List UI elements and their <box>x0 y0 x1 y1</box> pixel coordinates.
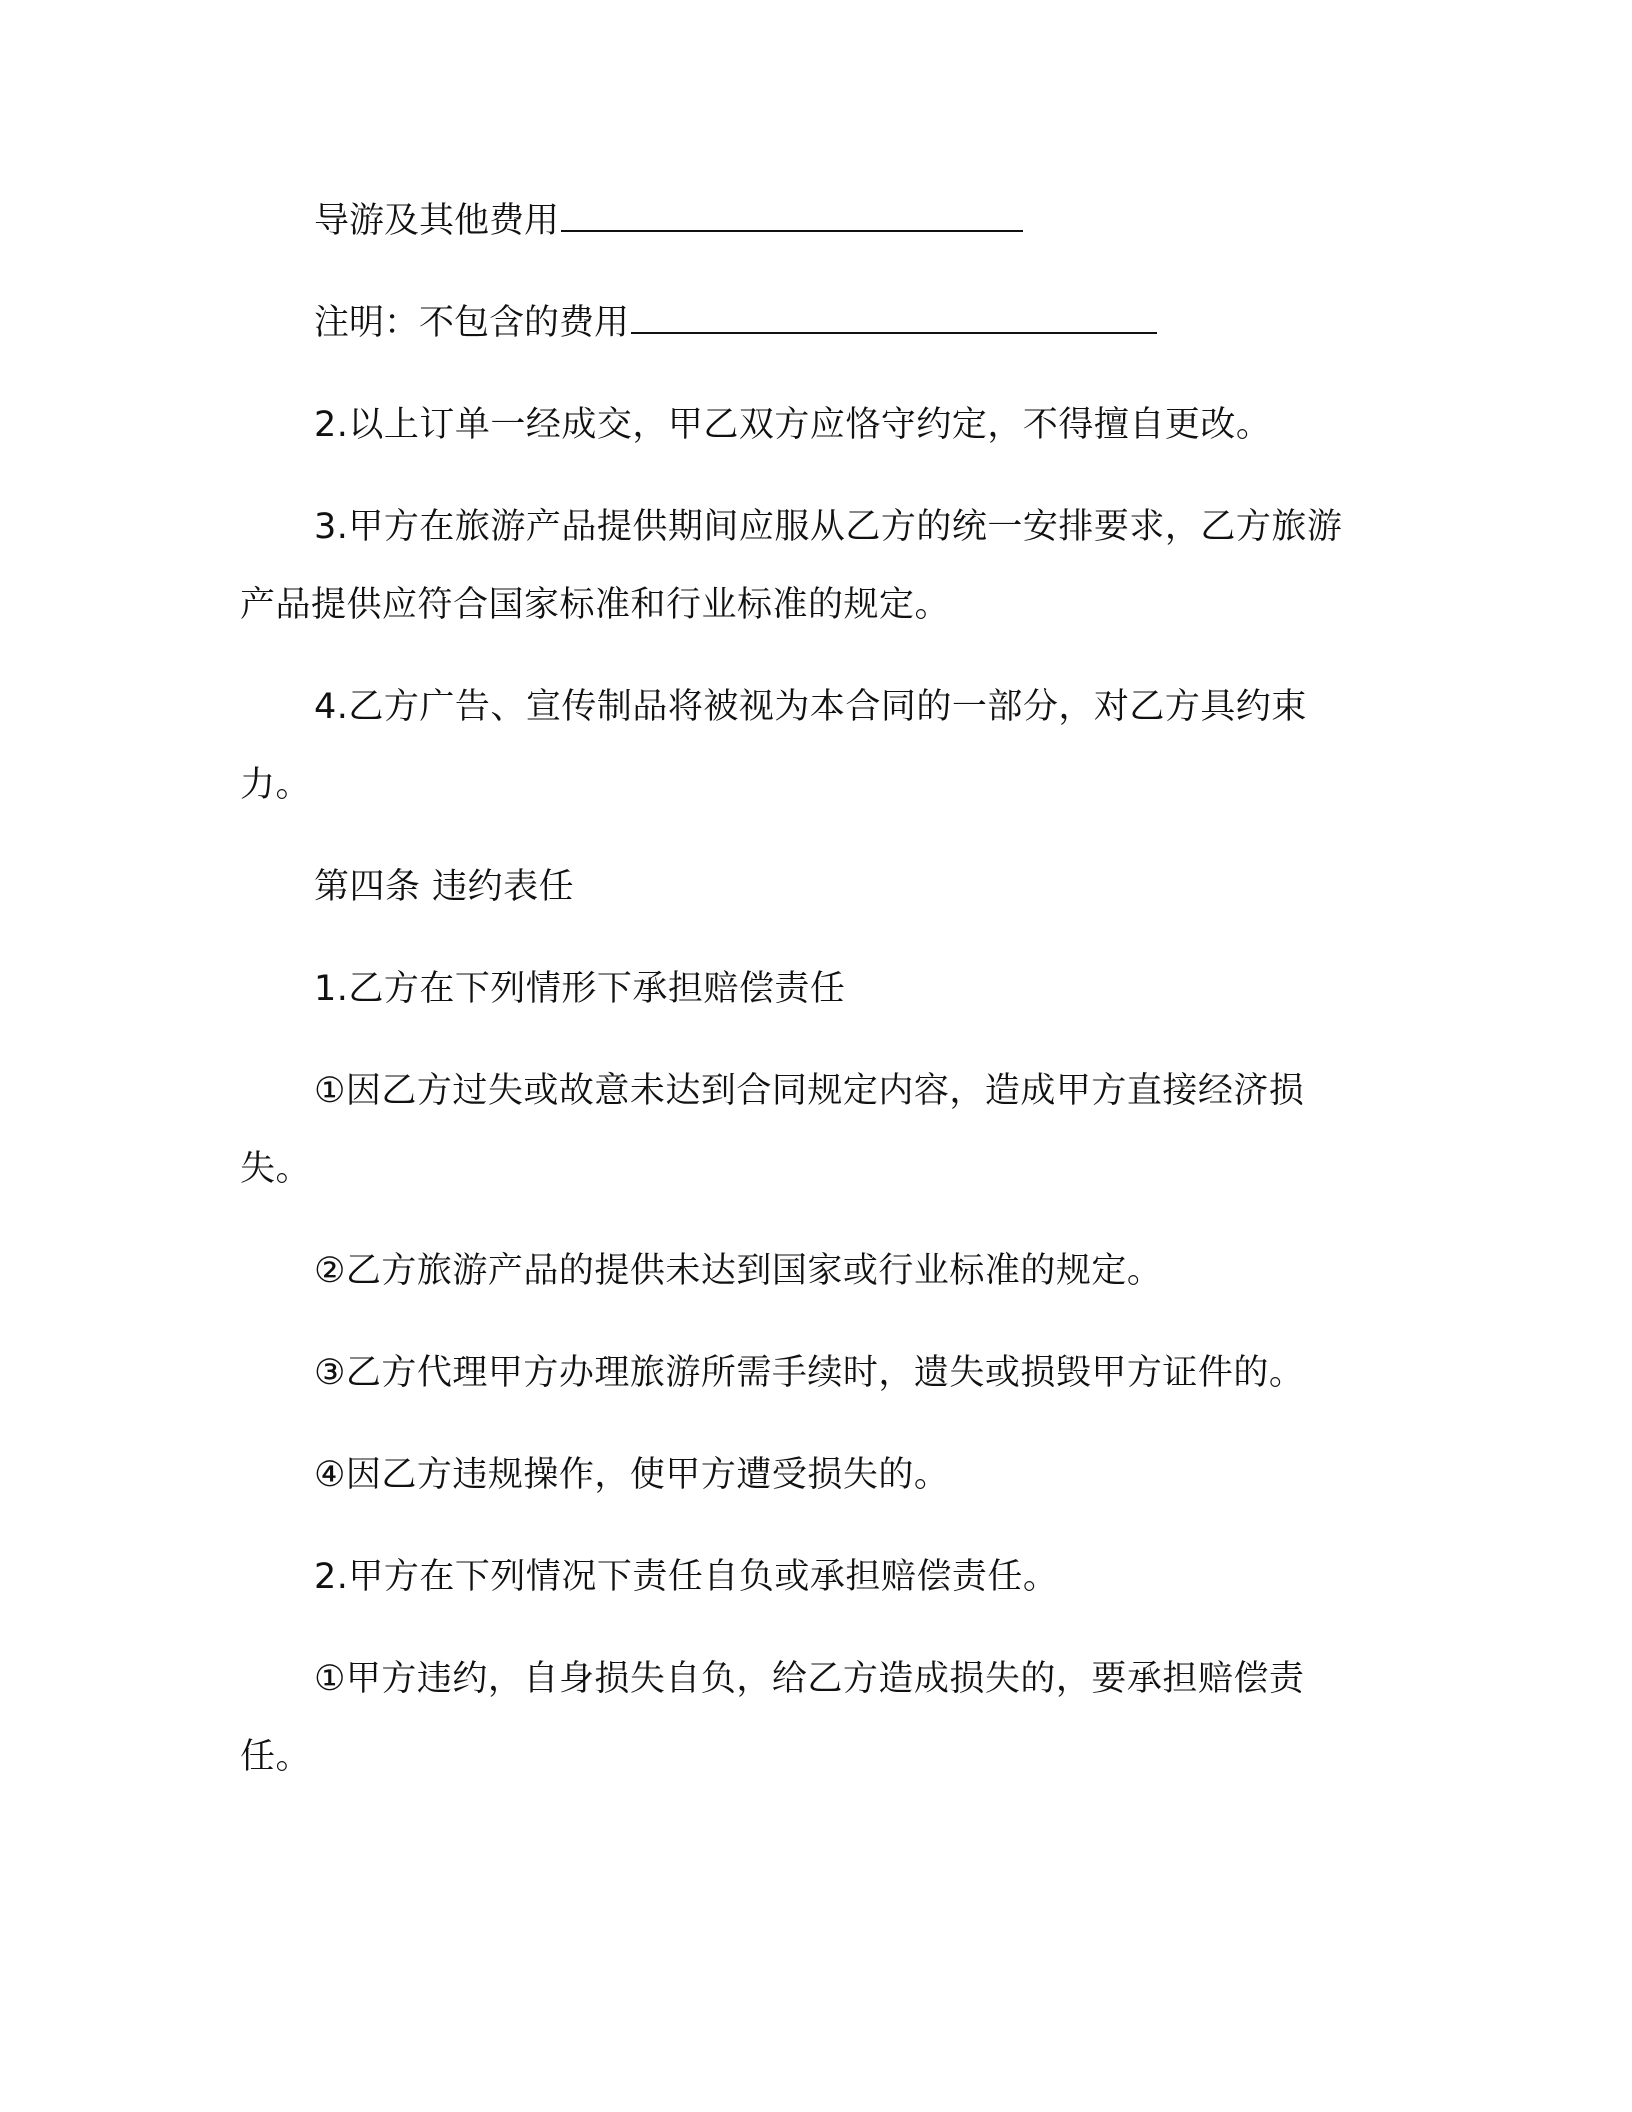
fee-line-excluded <box>240 284 1360 362</box>
fill-in-blank[interactable] <box>631 298 1157 334</box>
paragraph-clause-3: 3.甲方在旅游产品提供期间应服从乙方的统一安排要求，乙方旅游产品提供应符合国家标准和行业标准的规定。 <box>240 507 1343 625</box>
section-heading-article-4: 第四条 违约表任 <box>314 867 575 907</box>
paragraph-clause-2: 2.以上订单一经成交，甲乙双方应恪守约定，不得擅自更改。 <box>314 405 1272 445</box>
paragraph-subitem-1-2: ②乙方旅游产品的提供未达到国家或行业标准的规定。 <box>314 1251 1163 1291</box>
paragraph-subitem-1-3: ③乙方代理甲方办理旅游所需手续时，遗失或损毁甲方证件的。 <box>314 1353 1305 1393</box>
paragraph-clause-4: 4.乙方广告、宣传制品将被视为本合同的一部分，对乙方具约束力。 <box>240 687 1307 805</box>
document-body <box>240 182 1360 1820</box>
paragraph-subitem-2-1: ①甲方违约，自身损失自负，给乙方造成损失的，要承担赔偿责任。 <box>240 1659 1305 1777</box>
fee-line-label: 导游及其他费用 <box>314 201 560 241</box>
paragraph-item-1: 1.乙方在下列情形下承担赔偿责任 <box>314 969 846 1009</box>
paragraph-subitem-1-4: ④因乙方违规操作，使甲方遭受损失的。 <box>314 1455 950 1495</box>
paragraph-item-2: 2.甲方在下列情况下责任自负或承担赔偿责任。 <box>314 1557 1059 1597</box>
fee-line-guide <box>240 182 1360 260</box>
fill-in-blank[interactable] <box>561 196 1023 232</box>
paragraph-subitem-1-1: ①因乙方过失或故意未达到合同规定内容，造成甲方直接经济损失。 <box>240 1071 1305 1189</box>
fee-line-label: 注明：不包含的费用 <box>314 303 630 343</box>
